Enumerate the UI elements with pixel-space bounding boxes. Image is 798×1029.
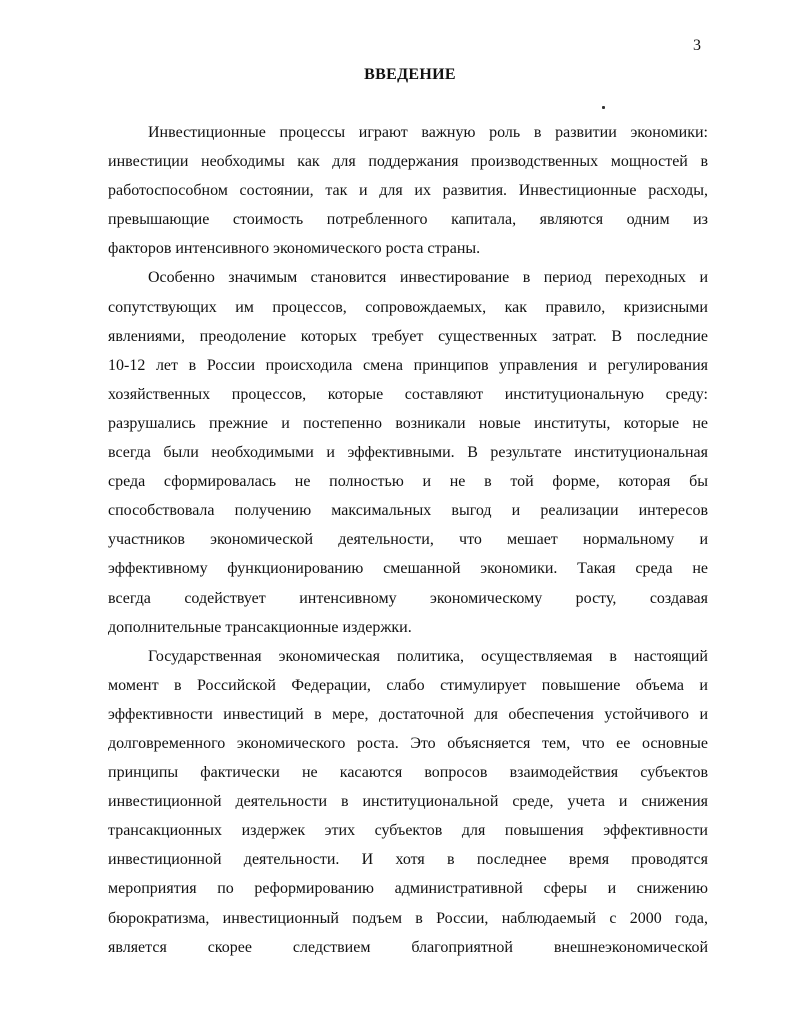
paragraph-3 [108,642,708,962]
text-line: инвестиции необходимы как для поддержания производственных мощностей в [108,153,708,171]
text-line: явлениями, преодоление которых требует существенных затрат. В последние [108,327,708,345]
text-line: всегда содействует интенсивному экономическому росту, создавая [108,589,708,607]
text-line: хозяйственных процессов, которые составляют институциональную среду: [108,385,708,403]
text-line: дополнительные трансакционные издержки. [108,618,412,636]
text-line: инвестиционной деятельности. И хотя в последнее время проводятся [108,851,708,869]
text-line: инвестиционной деятельности в институциональной среде, учета и снижения [108,793,708,811]
text-line: 10-12 лет в России происходила смена принципов управления и регулирования [108,356,708,374]
paragraph-1 [108,118,708,263]
text-line: способствовала получению максимальных выгод и реализации интересов [108,502,708,520]
text-line: факторов интенсивного экономического роста страны. [108,240,481,258]
page-number: 3 [693,37,701,54]
text-line: среда сформировалась не полностью и не в той форме, которая бы [108,473,708,491]
text-line: всегда были необходимыми и эффективными. В результате институциональная [108,444,708,462]
paragraph-2 [108,263,708,641]
text-line: эффективному функционированию смешанной экономики. Такая среда не [108,560,708,578]
text-line: бюрократизма, инвестиционный подъем в России, наблюдаемый с 2000 года, [108,909,708,927]
text-line: принципы фактически не касаются вопросов взаимодействия субъектов [108,764,708,782]
text-line: Особенно значимым становится инвестирование в период переходных и [148,269,708,287]
page-title: ВВЕДЕНИЕ [364,66,456,83]
text-line: участников экономической деятельности, что мешает нормальному и [108,531,708,549]
text-line: долговременного экономического роста. Это объясняется тем, что ее основные [108,734,708,752]
scan-speck [602,106,605,109]
text-line: разрушались прежние и постепенно возникали новые институты, которые не [108,414,708,432]
text-line: сопутствующих им процессов, сопровождаемых, как правило, кризисными [108,298,708,316]
document-body [108,118,708,962]
text-line: работоспособном состоянии, так и для их развития. Инвестиционные расходы, [108,182,708,200]
text-line: превышающие стоимость потребленного капитала, являются одним из [108,211,708,229]
text-line: мероприятия по реформированию административной сферы и снижению [108,880,708,898]
text-line: Инвестиционные процессы играют важную роль в развитии экономики: [148,124,708,141]
text-line: трансакционных издержек этих субъектов для повышения эффективности [108,822,708,840]
text-line: Государственная экономическая политика, осуществляемая в настоящий [148,647,708,665]
text-line: эффективности инвестиций в мере, достаточной для обеспечения устойчивого и [108,705,708,723]
text-line: момент в Российской Федерации, слабо стимулирует повышение объема и [108,676,708,694]
text-line: является скорее следствием благоприятной внешнеэкономической [108,938,708,956]
